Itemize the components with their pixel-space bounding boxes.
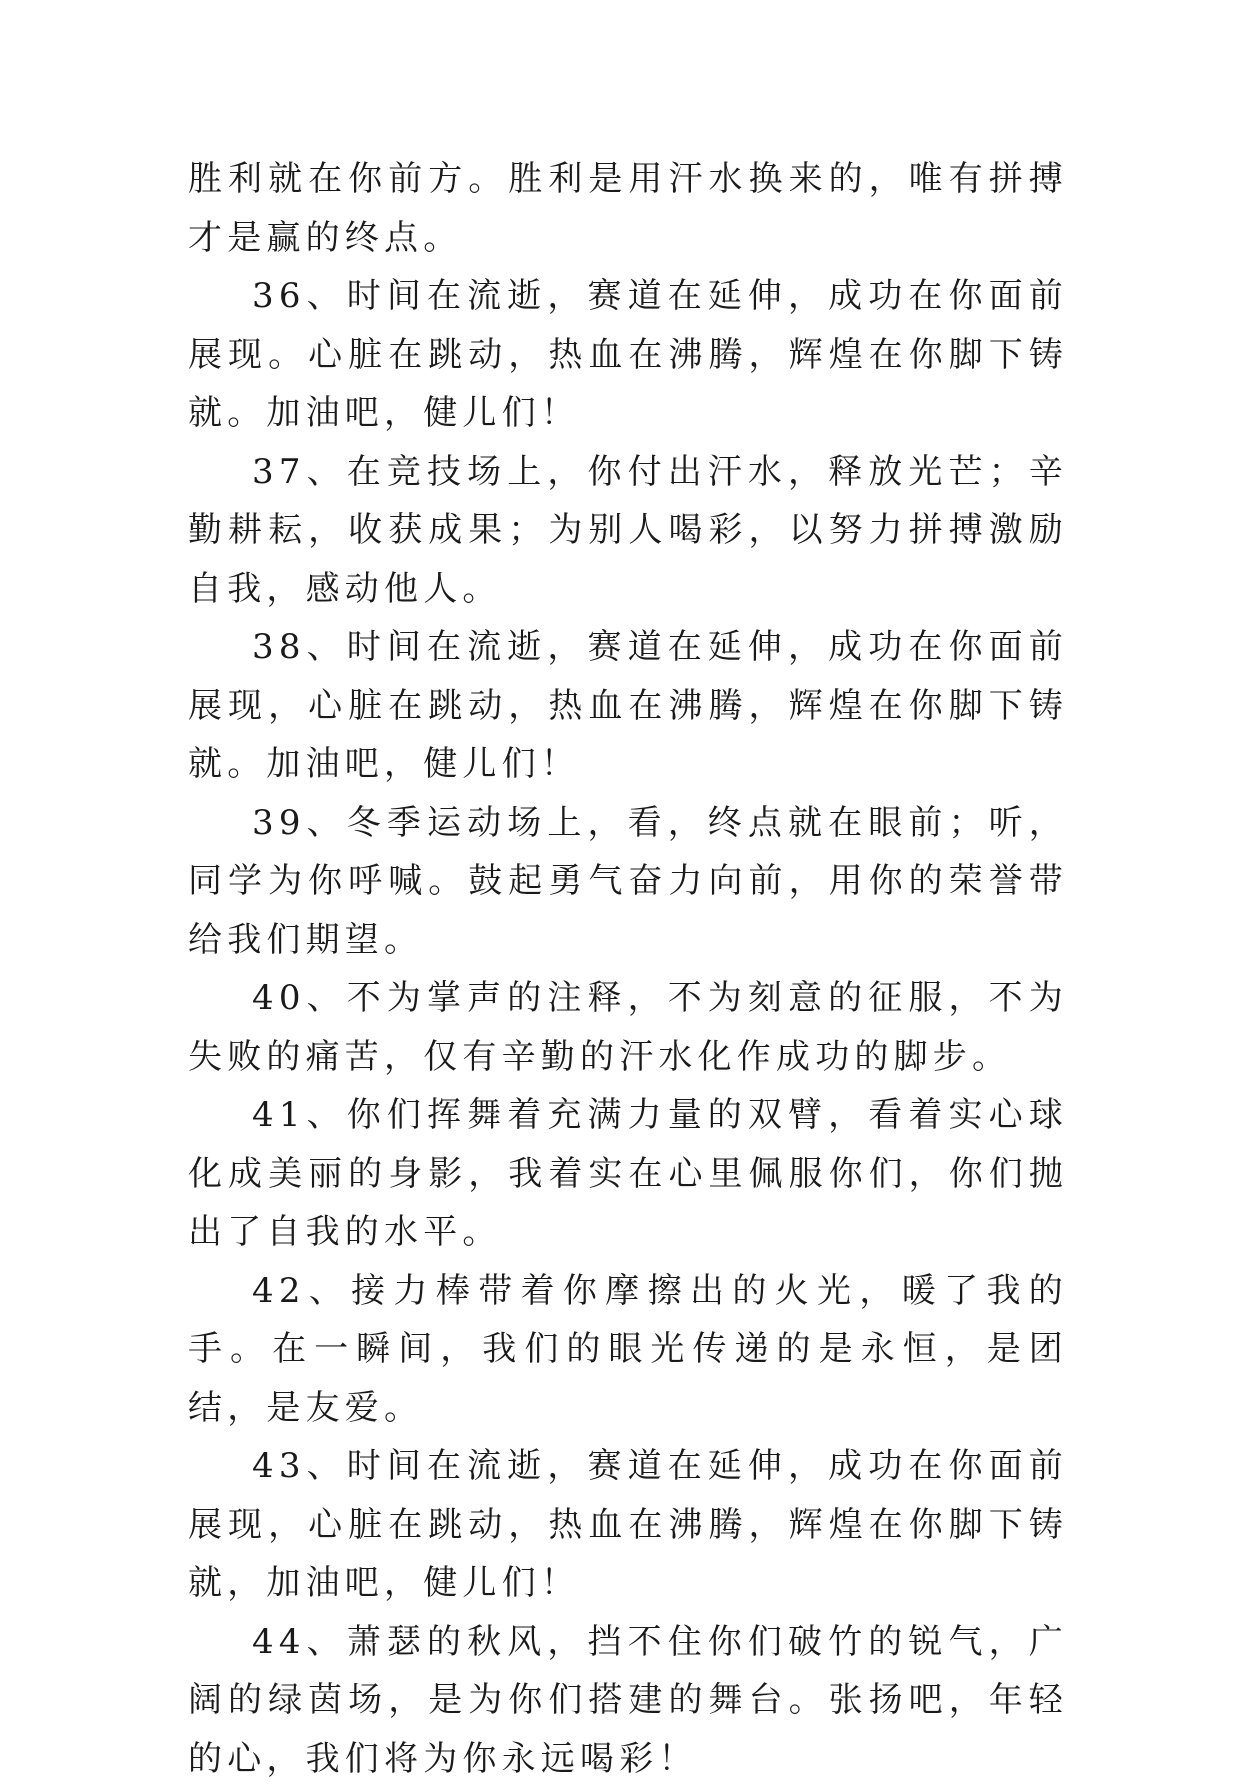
paragraph-36: 36、时间在流逝，赛道在延伸，成功在你面前展现。心脏在跳动，热血在沸腾，辉煌在你脚下铸就。加油吧，健儿们！ [188, 267, 1068, 443]
document-body [188, 150, 1068, 1788]
paragraph-38: 38、时间在流逝，赛道在延伸，成功在你面前展现，心脏在跳动，热血在沸腾，辉煌在你脚下铸就。加油吧，健儿们！ [188, 618, 1068, 794]
paragraph-44: 44、萧瑟的秋风，挡不住你们破竹的锐气，广阔的绿茵场，是为你们搭建的舞台。张扬吧，年轻的心，我们将为你永远喝彩！ [188, 1613, 1068, 1788]
paragraph-42: 42、接力棒带着你摩擦出的火光，暖了我的手。在一瞬间，我们的眼光传递的是永恒，是团结，是友爱。 [188, 1262, 1068, 1438]
paragraph-37: 37、在竞技场上，你付出汗水，释放光芒；辛勤耕耘，收获成果；为别人喝彩，以努力拼搏激励自我，感动他人。 [188, 443, 1068, 619]
paragraph-39: 39、冬季运动场上，看，终点就在眼前；听，同学为你呼喊。鼓起勇气奋力向前，用你的荣誉带给我们期望。 [188, 794, 1068, 970]
paragraph-40: 40、不为掌声的注释，不为刻意的征服，不为失败的痛苦，仅有辛勤的汗水化作成功的脚步。 [188, 969, 1068, 1086]
paragraph-41: 41、你们挥舞着充满力量的双臂，看着实心球化成美丽的身影，我着实在心里佩服你们，你们抛出了自我的水平。 [188, 1086, 1068, 1262]
paragraph-continuation: 胜利就在你前方。胜利是用汗水换来的，唯有拼搏才是赢的终点。 [188, 150, 1068, 267]
paragraph-43: 43、时间在流逝，赛道在延伸，成功在你面前展现，心脏在跳动，热血在沸腾，辉煌在你脚下铸就，加油吧，健儿们！ [188, 1437, 1068, 1613]
